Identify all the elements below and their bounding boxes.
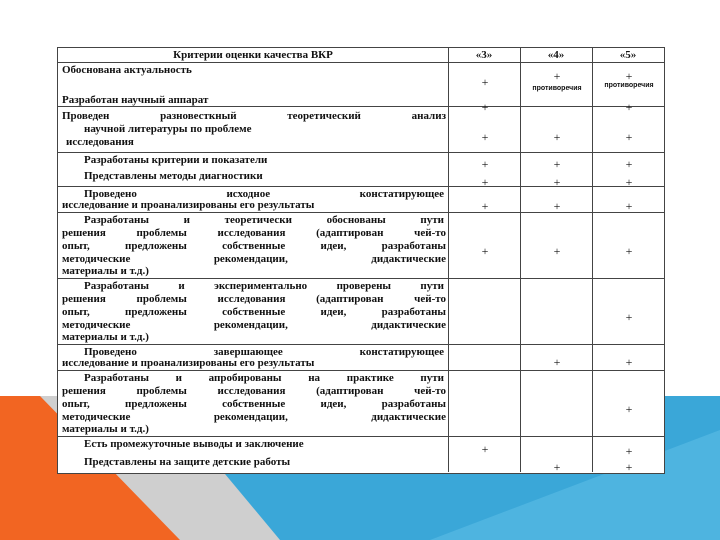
header-criteria: Критерии оценки качества ВКР xyxy=(173,49,333,61)
criterion-children-works: Представлены на защите детские работы xyxy=(84,456,291,468)
criterion-theory-ways-l5: материалы и т.д.) xyxy=(62,265,149,277)
criterion-relevance: Обоснована актуальность xyxy=(62,64,192,76)
mark-r12-g5: + xyxy=(625,460,633,474)
mark-r5-g4: + xyxy=(553,175,561,189)
mark-r5-g5: + xyxy=(625,175,633,189)
criterion-initial-study-l1: Проведено исходное констатирующее xyxy=(84,188,444,200)
criterion-practice-ways-l5: материалы и т.д.) xyxy=(62,423,149,435)
header-grade-4: «4» xyxy=(547,49,565,61)
mark-r3-g3: + xyxy=(481,130,489,144)
criterion-theoretical-analysis-l2: научной литературы по проблеме xyxy=(84,123,252,135)
criterion-experiment-ways-l5: материалы и т.д.) xyxy=(62,331,149,343)
mark-r2-g5: + xyxy=(625,100,633,114)
mark-r3-g4: + xyxy=(553,130,561,144)
criterion-scientific-apparatus: Разработан научный аппарат xyxy=(62,94,209,106)
mark-r7-g5: + xyxy=(625,244,633,258)
criterion-practice-ways-l1: Разработаны и апробированы на практике пути xyxy=(84,372,444,384)
criterion-practice-ways-l3: опыт, предложены собственные идеи, разработаны xyxy=(62,398,446,410)
criterion-final-study-l2: исследование и проанализированы его результаты xyxy=(62,357,315,369)
header-grade-3: «3» xyxy=(475,49,493,61)
mark-r1-g5: + xyxy=(625,69,633,83)
criterion-theory-ways-l3: опыт, предложены собственные идеи, разработаны xyxy=(62,240,446,252)
criterion-initial-study-l2: исследование и проанализированы его результаты xyxy=(62,199,315,211)
mark-r11-g5: + xyxy=(625,444,633,458)
criterion-diagnostics: Представлены методы диагностики xyxy=(84,170,263,182)
mark-r7-g4: + xyxy=(553,244,561,258)
mark-r4-g5: + xyxy=(625,157,633,171)
criterion-practice-ways-l2: решения проблемы исследования (адаптирован чей-то xyxy=(62,385,446,397)
criterion-experiment-ways-l3: опыт, предложены собственные идеи, разработаны xyxy=(62,306,446,318)
criterion-theoretical-analysis-l3: исследования xyxy=(66,136,134,148)
mark-r12-g4: + xyxy=(553,460,561,474)
header-grade-5: «5» xyxy=(619,49,637,61)
mark-r7-g3: + xyxy=(481,244,489,258)
note-r1-g4: противоречия xyxy=(532,85,582,92)
mark-r2-g3: + xyxy=(481,100,489,114)
criterion-final-study-l1: Проведено завершающее констатирующее xyxy=(84,346,444,358)
mark-r1-g3: + xyxy=(481,75,489,89)
mark-r1-g4: + xyxy=(553,69,561,83)
criterion-experiment-ways-l2: решения проблемы исследования (адаптирован чей-то xyxy=(62,293,446,305)
mark-r9-g4: + xyxy=(553,355,561,369)
mark-r6-g5: + xyxy=(625,199,633,213)
criterion-theory-ways-l4: методические рекомендации, дидактические xyxy=(62,253,446,265)
criterion-conclusions: Есть промежуточные выводы и заключение xyxy=(84,438,304,450)
criteria-table xyxy=(57,47,665,474)
mark-r4-g3: + xyxy=(481,157,489,171)
mark-r5-g3: + xyxy=(481,175,489,189)
mark-r11-g3: + xyxy=(481,442,489,456)
mark-r3-g5: + xyxy=(625,130,633,144)
mark-r9-g5: + xyxy=(625,355,633,369)
criterion-indicators: Разработаны критерии и показатели xyxy=(84,154,268,166)
table-header xyxy=(58,48,664,63)
criterion-experiment-ways-l4: методические рекомендации, дидактические xyxy=(62,319,446,331)
mark-r4-g4: + xyxy=(553,157,561,171)
criterion-theoretical-analysis-l1: Проведен разновесткный теоретический анализ xyxy=(62,110,446,122)
note-r1-g5: противоречия xyxy=(604,82,654,89)
criterion-theory-ways-l1: Разработаны и теоретически обоснованы пути xyxy=(84,214,444,226)
mark-r6-g4: + xyxy=(553,199,561,213)
criterion-practice-ways-l4: методические рекомендации, дидактические xyxy=(62,411,446,423)
criterion-theory-ways-l2: решения проблемы исследования (адаптирован чей-то xyxy=(62,227,446,239)
criterion-experiment-ways-l1: Разработаны и экспериментально проверены пути xyxy=(84,280,444,292)
mark-r10-g5: + xyxy=(625,402,633,416)
mark-r6-g3: + xyxy=(481,199,489,213)
mark-r8-g5: + xyxy=(625,310,633,324)
